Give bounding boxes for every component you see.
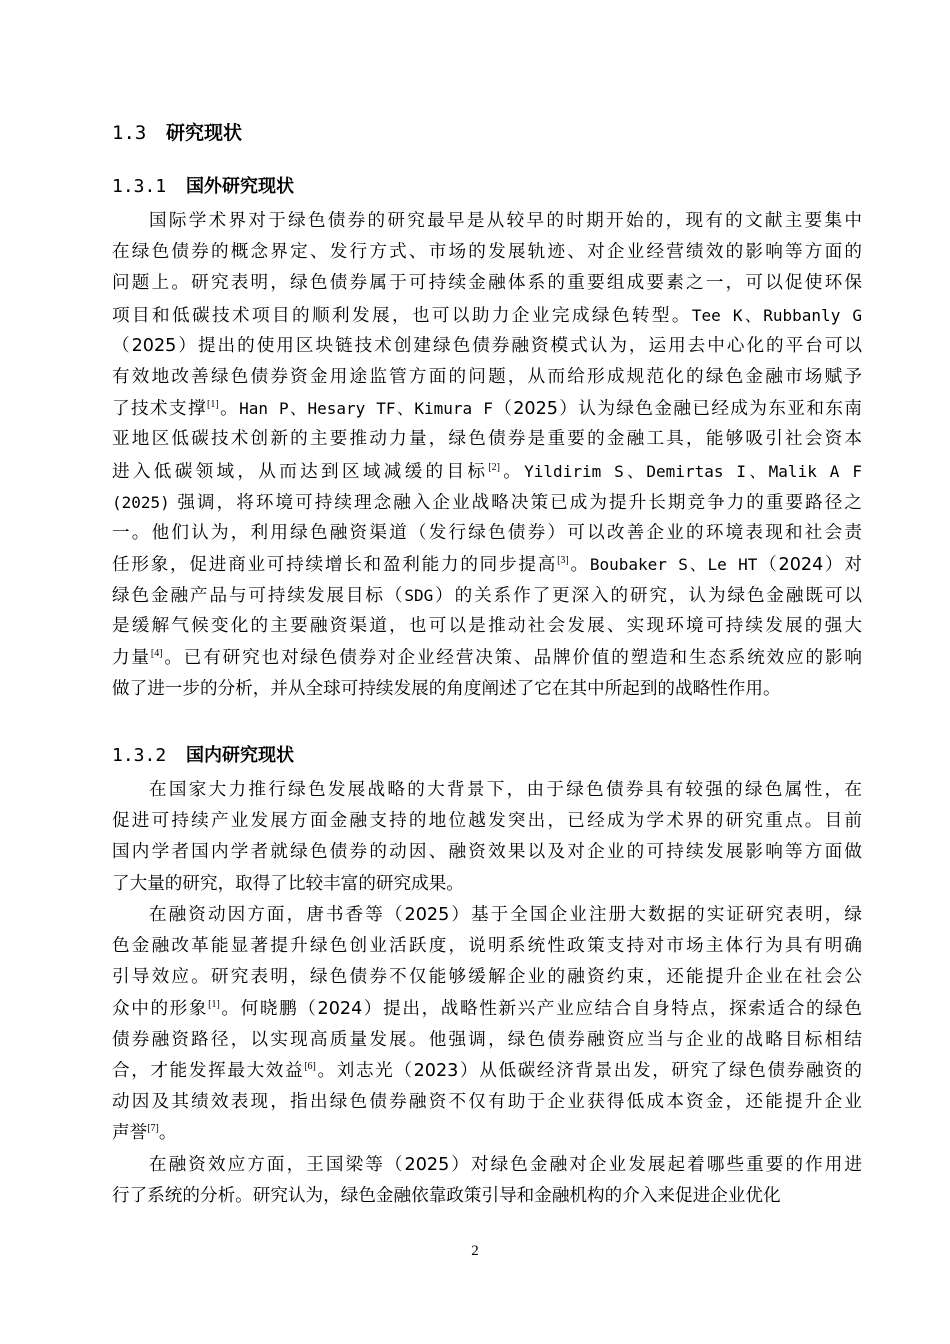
text-line bbox=[112, 674, 862, 705]
latin-text: Tee K、Rubbanly G bbox=[691, 305, 862, 325]
text-line bbox=[112, 611, 862, 642]
text-run: 在融资动因方面，唐书香等（2025）基于全国企业注册大数据的实证研究表明，绿 bbox=[149, 905, 862, 925]
text-run: 问题上。研究表明，绿色债券属于可持续金融体系的重要组成要素之一，可以促使环保 bbox=[112, 273, 862, 294]
text-run: 有效地改善绿色债券资金用途监管方面的问题，从而给形成规范化的绿色金融市场赋予 bbox=[112, 366, 862, 387]
text-line bbox=[112, 1118, 862, 1149]
citation-ref: [2] bbox=[488, 461, 500, 473]
text-run: 强调，将环境可持续理念融入企业战略决策已成为提升长期竞争力的重要路径之 bbox=[169, 492, 862, 513]
text-line bbox=[112, 456, 862, 487]
text-run: 了技术支撑 bbox=[112, 399, 207, 420]
text-line bbox=[112, 931, 862, 962]
text-run: 项目和低碳技术项目的顺利发展，也可以助力企业完成绿色转型。 bbox=[112, 305, 692, 326]
subsection-title: 国外研究现状 bbox=[186, 176, 294, 197]
text-line bbox=[112, 268, 862, 299]
text-run: 。何晓鹏（2024）提出，战略性新兴产业应结合自身特点，探索适合的绿色 bbox=[219, 998, 862, 1019]
text-run: 在国家大力推行绿色发展战略的大背景下，由于绿色债券具有较强的绿色属性，在 bbox=[149, 780, 862, 800]
text-run: 众中的形象 bbox=[112, 998, 209, 1019]
text-line bbox=[112, 869, 862, 900]
section-number: 1.3 bbox=[112, 122, 147, 144]
text-run: 亚地区低碳技术创新的主要推动力量，绿色债券是重要的金融工具，能够吸引社会资本 bbox=[112, 429, 862, 450]
text-line bbox=[112, 994, 862, 1025]
text-run: 是缓解气候变化的主要融资渠道，也可以是推动社会发展、实现环境可持续发展的强大 bbox=[112, 616, 862, 637]
text-line bbox=[112, 1150, 862, 1181]
text-line bbox=[112, 1025, 862, 1056]
text-run: （2025）认为绿色金融已经成为东亚和东南 bbox=[492, 399, 862, 420]
text-line bbox=[112, 393, 862, 424]
text-run: 。 bbox=[499, 461, 525, 482]
text-run: 国内学者国内学者就绿色债券的动因、融资效果以及对企业的可持续发展影响等方面做 bbox=[112, 842, 862, 863]
text-run: 。 bbox=[158, 1123, 177, 1144]
text-run: 力量 bbox=[112, 647, 151, 668]
text-run: 国际学术界对于绿色债券的研究最早是从较早的时期开始的，现有的文献主要集中 bbox=[149, 211, 862, 231]
paragraph-foreign-research bbox=[112, 206, 862, 705]
text-run: 在绿色债券的概念界定、发行方式、市场的发展轨迹、对企业经营绩效的影响等方面的 bbox=[112, 242, 862, 263]
text-line bbox=[112, 331, 862, 362]
latin-text: Yildirim S、Demirtas I、Malik A F bbox=[524, 461, 862, 481]
text-run: 促进可持续产业发展方面金融支持的地位越发突出，已经成为学术界的研究重点。目前 bbox=[112, 811, 862, 832]
text-line bbox=[112, 806, 862, 837]
text-run: 。 bbox=[218, 399, 240, 420]
page-number: 2 bbox=[471, 1243, 479, 1259]
text-line bbox=[112, 900, 862, 931]
text-run: ）的关系作了更深入的研究，认为绿色金融既可以 bbox=[433, 586, 862, 607]
text-line bbox=[112, 1181, 862, 1212]
text-run: 色金融改革能显著提升绿色创业活跃度，说明系统性政策支持对市场主体行为具有明确 bbox=[112, 936, 862, 957]
paragraph-financing-motives bbox=[112, 900, 862, 1150]
text-run: 引导效应。研究表明，绿色债券不仅能够缓解企业的融资约束，还能提升企业在社会公 bbox=[112, 967, 862, 988]
text-line bbox=[112, 206, 862, 237]
subsection-number: 1.3.1 bbox=[112, 176, 167, 197]
text-line bbox=[112, 518, 862, 549]
section-heading bbox=[112, 118, 242, 145]
text-run: （2025）提出的使用区块链技术创建绿色债券融资模式认为，运用去中心化的平台可以 bbox=[112, 335, 862, 356]
text-run: 。已有研究也对绿色债券对企业经营决策、品牌价值的塑造和生态系统效应的影响 bbox=[162, 647, 862, 668]
citation-ref: [1] bbox=[208, 998, 220, 1010]
text-line bbox=[112, 837, 862, 868]
subsection-heading-domestic bbox=[112, 741, 294, 767]
latin-text: Han P、Hesary TF、Kimura F bbox=[239, 399, 493, 419]
latin-text: (2025) bbox=[112, 492, 170, 512]
text-run: 绿色金融产品与可持续发展目标（ bbox=[112, 586, 405, 607]
subsection-heading-foreign bbox=[112, 172, 294, 198]
text-line bbox=[112, 300, 862, 331]
text-line bbox=[112, 362, 862, 393]
text-line bbox=[112, 643, 862, 674]
subsection-title: 国内研究现状 bbox=[186, 745, 294, 766]
text-run: 行了系统的分析。研究认为，绿色金融依靠政策引导和金融机构的介入来促进企业优化 bbox=[112, 1186, 781, 1207]
citation-ref: [7] bbox=[147, 1123, 159, 1135]
paragraph-domestic-intro bbox=[112, 775, 862, 900]
subsection-number: 1.3.2 bbox=[112, 745, 167, 766]
citation-ref: [6] bbox=[304, 1060, 316, 1072]
text-line bbox=[112, 487, 862, 518]
text-run: 债券融资路径，以实现高质量发展。他强调，绿色债券融资应当与企业的战略目标相结 bbox=[112, 1029, 862, 1050]
section-title: 研究现状 bbox=[166, 122, 243, 144]
text-run: 声誉 bbox=[112, 1123, 148, 1144]
text-run: 在融资效应方面，王国梁等（2025）对绿色金融对企业发展起着哪些重要的作用进 bbox=[149, 1155, 862, 1175]
paragraph-financing-effects bbox=[112, 1150, 862, 1212]
text-run: 做了进一步的分析，并从全球可持续发展的角度阐述了它在其中所起到的战略性作用。 bbox=[112, 678, 781, 699]
text-run: 了大量的研究，取得了比较丰富的研究成果。 bbox=[112, 873, 464, 894]
text-run: 合，才能发挥最大效益 bbox=[112, 1060, 305, 1081]
latin-text: SDG bbox=[404, 586, 434, 606]
text-line bbox=[112, 424, 862, 455]
citation-ref: [3] bbox=[557, 555, 569, 567]
latin-text: Boubaker S、Le HT bbox=[589, 555, 758, 575]
text-line bbox=[112, 962, 862, 993]
text-line bbox=[112, 580, 862, 611]
text-run: （2024）对 bbox=[757, 555, 862, 576]
citation-ref: [1] bbox=[207, 399, 219, 411]
text-run: 动因及其绩效表现，指出绿色债券融资不仅有助于企业获得低成本资金，还能提升企业 bbox=[112, 1092, 862, 1113]
text-line bbox=[112, 237, 862, 268]
text-line bbox=[112, 1056, 862, 1087]
citation-ref: [4] bbox=[150, 647, 163, 659]
text-run: 进入低碳领域，从而达到区域减缓的目标 bbox=[112, 461, 489, 482]
text-line bbox=[112, 1087, 862, 1118]
text-run: 。刘志光（2023）从低碳经济背景出发，研究了绿色债券融资的 bbox=[315, 1060, 862, 1081]
text-line bbox=[112, 775, 862, 806]
text-run: 任形象，促进商业可持续增长和盈利能力的同步提高 bbox=[112, 555, 558, 576]
text-run: 一。他们认为，利用绿色融资渠道（发行绿色债券）可以改善企业的环境表现和社会责 bbox=[112, 522, 862, 543]
text-run: 。 bbox=[568, 555, 590, 576]
text-line bbox=[112, 549, 862, 580]
